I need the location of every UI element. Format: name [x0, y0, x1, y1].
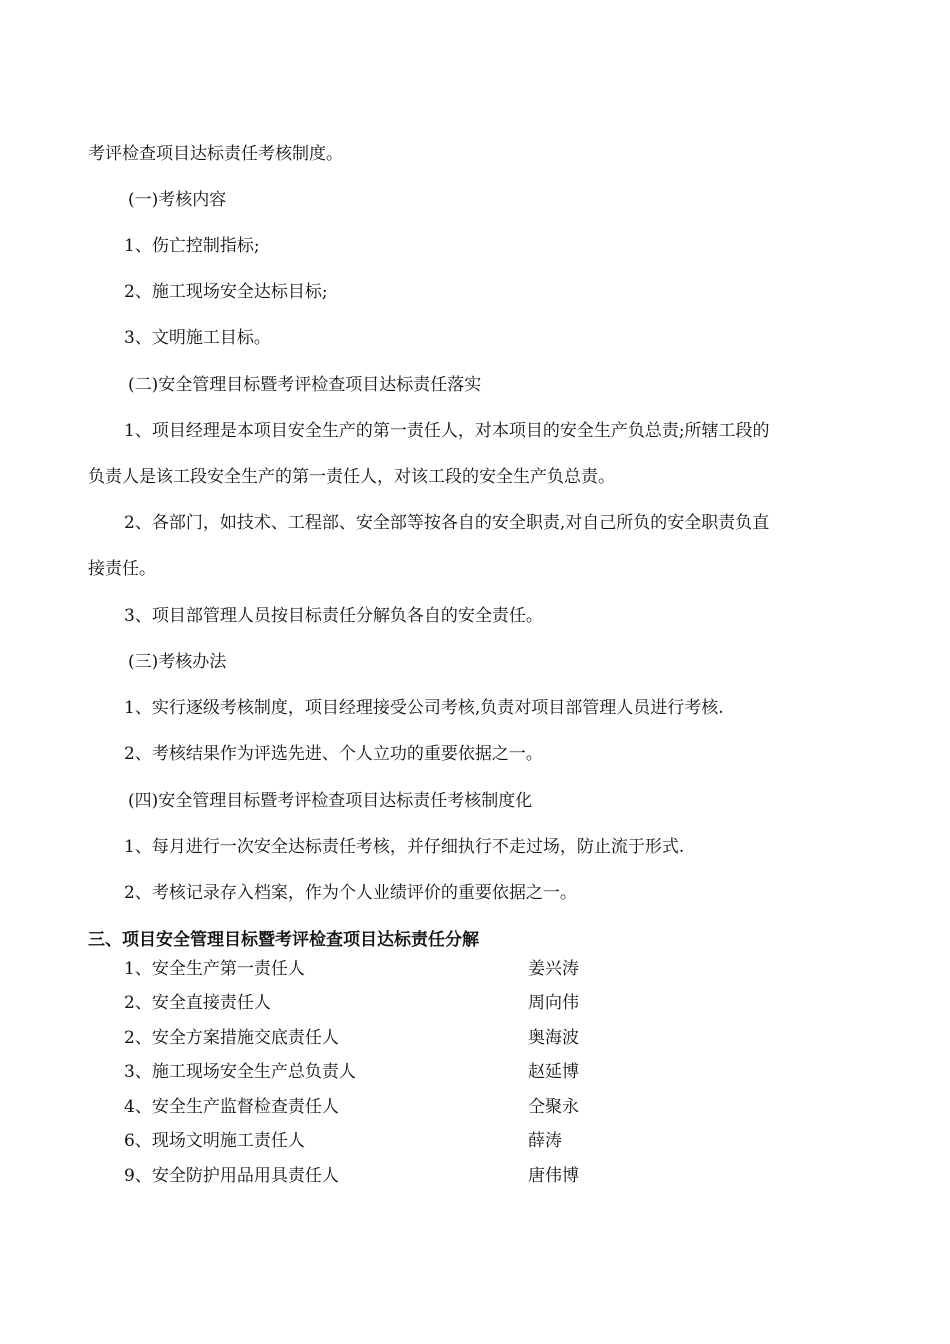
subsection-heading: (一)考核内容 — [128, 190, 227, 210]
role-label: 3、施工现场安全生产总负责人 — [124, 1062, 356, 1082]
person-name: 唐伟博 — [528, 1166, 579, 1186]
person-name: 奥海波 — [528, 1028, 579, 1048]
subsection-heading: (四)安全管理目标暨考评检查项目达标责任考核制度化 — [128, 791, 533, 811]
list-item: 1、伤亡控制指标; — [124, 236, 260, 256]
role-label: 2、安全方案措施交底责任人 — [124, 1028, 339, 1048]
list-item: 3、文明施工目标。 — [124, 328, 271, 348]
section-heading: 三、项目安全管理目标暨考评检查项目达标责任分解 — [88, 930, 479, 950]
list-item: 1、实行逐级考核制度，项目经理接受公司考核,负责对项目部管理人员进行考核. — [124, 698, 724, 718]
person-name: 薛涛 — [528, 1131, 562, 1151]
person-name: 姜兴涛 — [528, 959, 579, 979]
paragraph: 3、项目部管理人员按目标责任分解负各自的安全责任。 — [124, 606, 543, 626]
role-label: 4、安全生产监督检查责任人 — [124, 1097, 339, 1117]
role-label: 9、安全防护用品用具责任人 — [124, 1166, 339, 1186]
paragraph: 1、项目经理是本项目安全生产的第一责任人，对本项目的安全生产负总责;所辖工段的 — [124, 421, 770, 441]
person-name: 周向伟 — [528, 993, 579, 1013]
role-label: 2、安全直接责任人 — [124, 993, 271, 1013]
role-label: 6、现场文明施工责任人 — [124, 1131, 305, 1151]
list-item: 2、考核记录存入档案，作为个人业绩评价的重要依据之一。 — [124, 883, 577, 903]
paragraph: 考评检查项目达标责任考核制度。 — [88, 144, 343, 164]
list-item: 2、考核结果作为评选先进、个人立功的重要依据之一。 — [124, 744, 543, 764]
list-item: 1、每月进行一次安全达标责任考核，并仔细执行不走过场，防止流于形式. — [124, 837, 685, 857]
paragraph: 2、各部门，如技术、工程部、安全部等按各自的安全职责,对自己所负的安全职责负直 — [124, 513, 770, 533]
role-label: 1、安全生产第一责任人 — [124, 959, 305, 979]
paragraph-continuation: 负责人是该工段安全生产的第一责任人，对该工段的安全生产负总责。 — [88, 467, 615, 487]
person-name: 赵延博 — [528, 1062, 579, 1082]
list-item: 2、施工现场安全达标目标; — [124, 282, 328, 302]
paragraph-continuation: 接责任。 — [88, 559, 156, 579]
subsection-heading: (三)考核办法 — [128, 652, 227, 672]
person-name: 仝聚永 — [528, 1097, 579, 1117]
subsection-heading: (二)安全管理目标暨考评检查项目达标责任落实 — [128, 375, 482, 395]
